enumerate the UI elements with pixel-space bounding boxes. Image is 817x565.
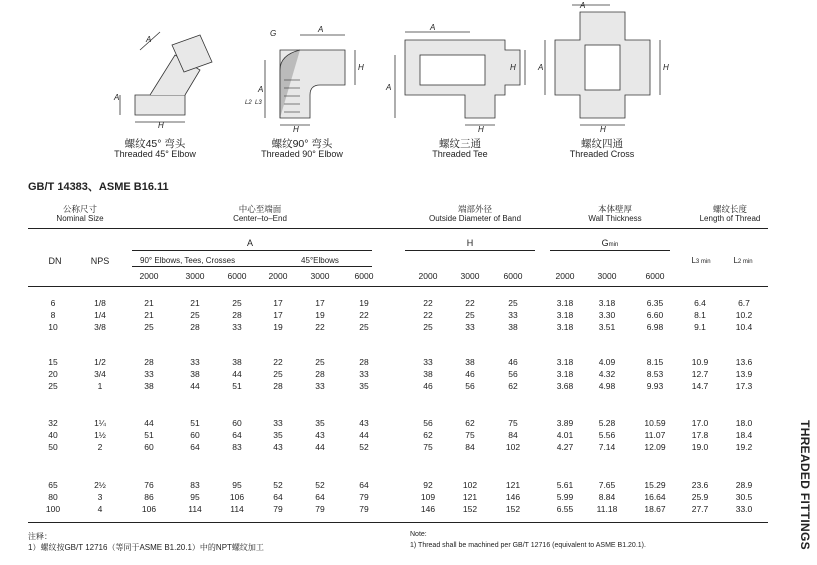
note-en-title: Note: [410,531,427,538]
table-cell: 56 [423,418,433,428]
table-cell: 3.89 [556,418,574,428]
pressure-class-cell: 6000 [645,271,665,281]
table-cell: 25 [315,357,325,367]
table-cell: 60 [144,442,154,452]
table-cell: 19 [315,310,325,320]
table-cell: 21 [144,298,154,308]
table-cell: 109 [420,492,436,502]
table-cell: 3.18 [556,298,574,308]
table-cell: 102 [505,442,521,452]
table-cell: 102 [462,480,478,490]
pressure-class-cell: 3000 [185,271,205,281]
table-cell: 44 [359,430,369,440]
table-cell: 50 [48,442,58,452]
table-cell: 64 [273,492,283,502]
table-cell: 35 [273,430,283,440]
table-cell: 3.18 [556,357,574,367]
table-cell: 43 [359,418,369,428]
table-cell: 9.93 [646,381,664,391]
table-cell: 19 [359,298,369,308]
table-cell: 10.59 [644,418,666,428]
table-cell: 1½ [94,430,106,440]
table-cell: 2½ [94,480,106,490]
table-cell: 62 [508,381,518,391]
table-cell: 1/8 [94,298,106,308]
table-cell: 3.18 [598,298,616,308]
table-cell: 83 [190,480,200,490]
table-cell: 23.6 [691,480,709,490]
table-cell: 19 [273,322,283,332]
table-cell: 17.3 [735,381,753,391]
table-cell: 8.1 [694,310,706,320]
table-cell: 25 [273,369,283,379]
table-cell: 5.99 [556,492,574,502]
table-cell: 79 [273,504,283,514]
rule-G [550,250,670,251]
table-cell: 17.8 [691,430,709,440]
table-cell: 18.67 [644,504,666,514]
table-cell: 64 [359,480,369,490]
table-cell: 79 [359,492,369,502]
table-cell: 114 [230,504,244,514]
caption-tee-en: Threaded Tee [432,149,488,159]
table-cell: 19.0 [691,442,709,452]
caption-cross-en: Threaded Cross [569,149,635,159]
table-cell: 46 [508,357,518,367]
note-cn-text: 1）螺纹按GB/T 12716（等同于ASME B1.20.1）中的NPT螺纹加工 [28,543,264,552]
table-cell: 75 [508,418,518,428]
svg-text:G: G [270,29,277,38]
table-cell: 4 [97,504,103,514]
table-cell: 5.28 [598,418,616,428]
table-cell: 15.29 [644,480,666,490]
pressure-class-cell: 6000 [354,271,374,281]
table-cell: 44 [232,369,242,379]
table-cell: 28 [190,322,200,332]
table-cell: 38 [144,381,154,391]
table-cell: 121 [505,480,521,490]
table-cell: 4.27 [556,442,574,452]
elbow-90-drawing [245,25,364,134]
table-cell: 33 [508,310,518,320]
table-cell: 5.56 [598,430,616,440]
table-cell: 76 [144,480,154,490]
table-cell: 51 [232,381,242,391]
table-cell: 86 [144,492,154,502]
table-cell: 62 [423,430,433,440]
header-od: 端部外径 Outside Diameter of Band [428,204,522,223]
table-cell: 84 [508,430,518,440]
table-cell: 22 [423,298,433,308]
pressure-class-cell: 6000 [503,271,523,281]
caption-tee-cn: 螺纹三通 [439,138,481,150]
table-cell: 12.7 [691,369,709,379]
table-cell: 21 [190,298,200,308]
table-cell: 10.2 [735,310,753,320]
table-cell: 40 [48,430,58,440]
svg-text:H: H [358,63,364,72]
table-cell: 52 [273,480,283,490]
table-cell: 80 [48,492,58,502]
table-cell: 121 [462,492,478,502]
table-cell: 22 [315,322,325,332]
table-cell: 25 [48,381,58,391]
table-cell: 44 [315,442,325,452]
svg-text:L2: L2 [245,100,252,106]
pressure-class-cell: 2000 [268,271,288,281]
table-cell: 64 [190,442,200,452]
table-cell: 19.2 [735,442,753,452]
table-cell: 18.0 [735,418,753,428]
svg-text:A: A [430,23,436,32]
svg-text:H: H [293,125,299,134]
table-cell: 22 [273,357,283,367]
header-nps: NPS [90,256,110,266]
table-cell: 100 [45,504,61,514]
table-cell: 33 [232,322,242,332]
table-cell: 21 [144,310,154,320]
table-cell: 13.9 [735,369,753,379]
table-cell: 75 [423,442,433,452]
table-cell: 38 [190,369,200,379]
table-cell: 3/4 [94,369,106,379]
caption-90-cn: 螺纹90° 弯头 [271,138,333,150]
pressure-class-cell: 2000 [555,271,575,281]
table-cell: 17 [273,298,283,308]
table-cell: 10.9 [691,357,709,367]
header-A: A [246,238,253,248]
table-cell: 8.15 [646,357,664,367]
table-cell: 56 [465,381,475,391]
table-cell: 65 [48,480,58,490]
table-cell: 14.7 [691,381,709,391]
header-dn: DN [48,256,62,266]
table-cell: 3.18 [556,310,574,320]
table-cell: 8.84 [598,492,616,502]
table-cell: 4.01 [556,430,574,440]
table-cell: 28 [232,310,242,320]
table-cell: 16.64 [644,492,666,502]
table-cell: 33 [190,357,200,367]
svg-text:A: A [386,83,392,92]
note-en-text: 1) Thread shall be machined per GB/T 12716 (equivalent to ASME B1.20.1). [410,542,646,549]
svg-text:H: H [510,63,516,72]
table-cell: 1/4 [94,310,106,320]
table-cell: 146 [420,504,436,514]
table-cell: 79 [315,504,325,514]
pressure-class-cell: 6000 [227,271,247,281]
table-cell: 2 [97,442,103,452]
pressure-class-cell: 2000 [418,271,438,281]
table-cell: 33 [315,381,325,391]
table-cell: 17 [315,298,325,308]
table-cell: 3.18 [556,369,574,379]
table-cell: 95 [232,480,242,490]
side-label: THREADED FITTINGS [798,420,812,550]
table-cell: 33 [273,418,283,428]
table-cell: 64 [232,430,242,440]
table-cell: 35 [359,381,369,391]
table-cell: 25 [232,298,242,308]
table-cell: 60 [190,430,200,440]
table-cell: 15 [48,357,58,367]
tee-drawing [385,23,525,134]
svg-text:A: A [538,63,544,72]
table-cell: 62 [465,418,475,428]
svg-text:A: A [114,93,120,102]
pressure-class-cell: 3000 [310,271,330,281]
pressure-class-cell: 3000 [597,271,617,281]
svg-text:A: A [258,85,264,94]
table-cell: 1/2 [94,357,106,367]
table-cell: 11.07 [644,430,666,440]
table-cell: 25.9 [691,492,709,502]
table-cell: 3.30 [598,310,616,320]
table-cell: 3.51 [598,322,616,332]
table-cell: 79 [359,504,369,514]
table-cell: 7.14 [598,442,616,452]
table-cell: 152 [462,504,478,514]
table-cell: 60 [232,418,242,428]
caption-90-en: Threaded 90° Elbow [261,149,343,159]
rule-header-bottom [28,286,768,287]
table-cell: 1 [97,381,103,391]
table-cell: 152 [505,504,521,514]
table-cell: 22 [359,310,369,320]
table-cell: 25 [508,298,518,308]
rule-top [28,228,768,229]
table-cell: 46 [423,381,433,391]
table-cell: 10.4 [735,322,753,332]
svg-text:H: H [478,125,484,134]
table-cell: 3 [97,492,103,502]
table-cell: 25 [465,310,475,320]
table-cell: 75 [465,430,475,440]
table-cell: 38 [232,357,242,367]
table-cell: 6.55 [556,504,574,514]
header-elbows90: 90° Elbows, Tees, Crosses [140,256,236,265]
table-cell: 18.4 [735,430,753,440]
pressure-class-cell: 3000 [460,271,480,281]
table-cell: 44 [190,381,200,391]
header-elbows45: 45°Elbows [301,256,339,265]
table-cell: 17 [273,310,283,320]
table-cell: 28.9 [735,480,753,490]
cross-drawing [537,1,669,134]
table-cell: 51 [190,418,200,428]
header-nominal: 公称尺寸 Nominal Size [56,204,104,223]
table-cell: 64 [315,492,325,502]
table-cell: 10 [48,322,58,332]
table-cell: 28 [315,369,325,379]
table-cell: 25 [190,310,200,320]
header-L2: L2 min [733,256,753,265]
table-cell: 84 [465,442,475,452]
table-cell: 17.0 [691,418,709,428]
table-cell: 6 [50,298,56,308]
table-cell: 35 [315,418,325,428]
table-cell: 43 [273,442,283,452]
table-cell: 3.68 [556,381,574,391]
table-cell: 11.18 [596,504,618,514]
table-cell: 28 [359,357,369,367]
table-cell: 25 [144,322,154,332]
note-cn-title: 注释： [28,532,52,541]
elbow-45-drawing [113,32,212,130]
caption-45-en: Threaded 45° Elbow [114,149,196,159]
table-cell: 146 [505,492,521,502]
header-G: Gmin [601,238,619,248]
header-H: H [466,238,474,248]
table-cell: 3.18 [556,322,574,332]
table-cell: 3/8 [94,322,106,332]
svg-text:H: H [600,125,606,134]
table-cell: 52 [359,442,369,452]
table-cell: 13.6 [735,357,753,367]
table-cell: 92 [423,480,433,490]
table-cell: 5.61 [556,480,574,490]
svg-text:H: H [663,63,669,72]
table-cell: 32 [48,418,58,428]
svg-text:H: H [158,121,164,130]
table-cell: 106 [141,504,157,514]
standard-title: GB/T 14383、ASME B16.11 [28,181,169,193]
table-cell: 114 [188,504,202,514]
table-cell: 8.53 [646,369,664,379]
table-cell: 25 [423,322,433,332]
rule-subgroups [132,266,372,267]
table-cell: 33 [144,369,154,379]
table-cell: 38 [508,322,518,332]
table-cell: 43 [315,430,325,440]
table-cell: 7.65 [598,480,616,490]
table-cell: 52 [315,480,325,490]
table-cell: 33 [465,322,475,332]
table-cell: 22 [423,310,433,320]
table-cell: 33.0 [735,504,753,514]
header-wall: 本体壁厚 Wall Thickness [588,204,642,223]
table-cell: 38 [465,357,475,367]
table-cell: 27.7 [691,504,709,514]
table-cell: 28 [144,357,154,367]
table-cell: 4.98 [598,381,616,391]
table-cell: 33 [423,357,433,367]
table-cell: 51 [144,430,154,440]
svg-text:A: A [580,1,586,10]
table-cell: 4.32 [598,369,616,379]
table-cell: 6.98 [646,322,664,332]
table-cell: 12.09 [644,442,666,452]
table-cell: 46 [465,369,475,379]
table-cell: 20 [48,369,58,379]
header-L3: L3 min [691,256,711,265]
table-cell: 30.5 [735,492,753,502]
table-cell: 1¼ [94,418,106,428]
table-cell: 33 [359,369,369,379]
table-cell: 83 [232,442,242,452]
table-cell: 28 [273,381,283,391]
rule-bottom [28,522,768,523]
table-cell: 95 [190,492,200,502]
svg-text:L3: L3 [255,100,262,106]
header-center: 中心至端面 Center–to–End [233,204,287,223]
rule-H [405,250,535,251]
table-cell: 6.7 [738,298,750,308]
table-cell: 38 [423,369,433,379]
table-cell: 22 [465,298,475,308]
table-cell: 6.4 [694,298,706,308]
svg-text:A: A [318,25,324,34]
table-cell: 4.09 [598,357,616,367]
table-cell: 6.35 [646,298,664,308]
table-cell: 25 [359,322,369,332]
table-cell: 9.1 [694,322,706,332]
table-cell: 8 [50,310,56,320]
caption-cross-cn: 螺纹四通 [581,138,623,150]
caption-45-cn: 螺纹45° 弯头 [124,138,186,150]
pressure-class-cell: 2000 [139,271,159,281]
table-cell: 106 [229,492,245,502]
table-cell: 56 [508,369,518,379]
table-cell: 44 [144,418,154,428]
table-cell: 6.60 [646,310,664,320]
svg-text:A: A [146,35,152,44]
header-thread: 螺纹长度 Length of Thread [699,204,761,223]
rule-A [132,250,372,251]
